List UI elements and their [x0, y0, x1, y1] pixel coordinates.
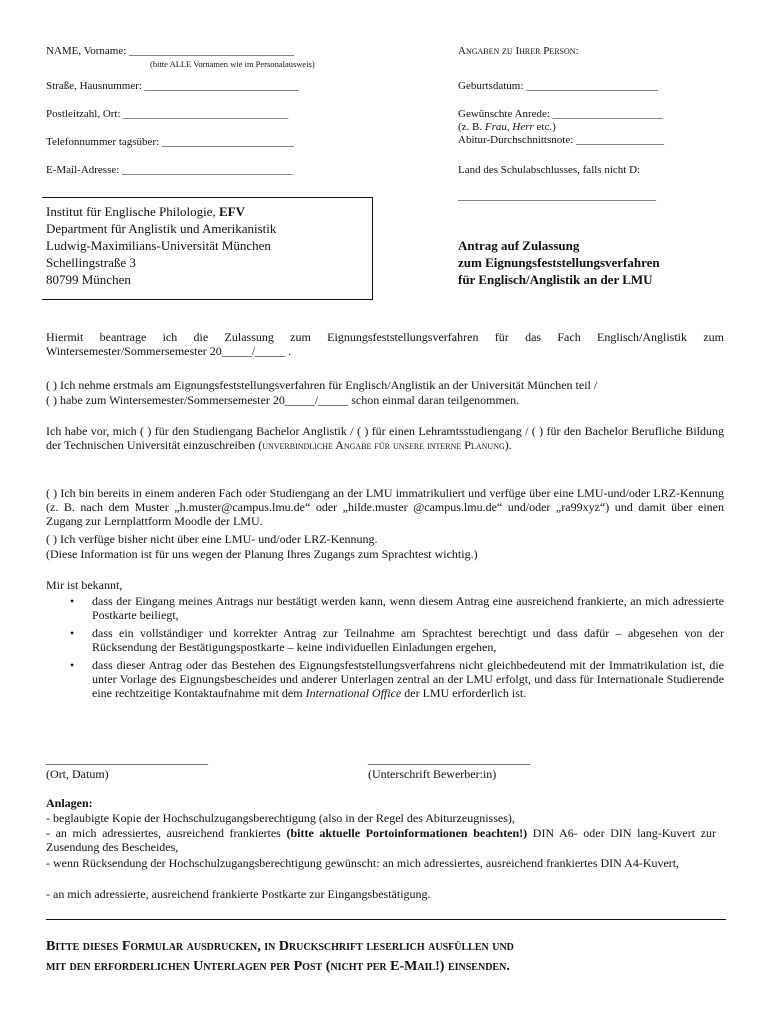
address-line-5: 80799 München: [46, 272, 131, 287]
title-line-2: zum Eignungsfeststellungsverfahren: [458, 255, 660, 270]
title-line-3: für Englisch/Anglistik an der LMU: [458, 272, 653, 287]
name-field[interactable]: NAME, Vorname: ______________________________: [46, 45, 295, 57]
footer-divider: [46, 919, 726, 920]
no-lmu-account-option[interactable]: ( ) Ich verfüge bisher nicht über eine LMU- und/oder LRZ-Kennung.: [46, 532, 378, 546]
birthdate-field[interactable]: Geburtsdatum: ________________________: [458, 80, 659, 92]
bullet-2: •: [70, 626, 75, 640]
international-office: International Office: [305, 686, 402, 700]
salutation-hint-pre: (z. B.: [458, 121, 485, 133]
signature-field[interactable]: ___________________________: [368, 752, 530, 766]
planning-note: (unverbindliche Angabe für unsere interne Planung).: [258, 438, 512, 452]
account-info-note: (Diese Information ist für uns wegen der Planung Ihres Zugangs zum Sprachtest wichtig.): [46, 547, 478, 561]
address-efv: EFV: [218, 204, 245, 219]
b3-main: dass dieser Antrag oder das Bestehen des Eignungsfeststellungsverfahrens nicht gleichbedeutend mit der Immatrikulation ist, die unter Vorlage des Eignungsbescheides und anderer Unterlagen zentral an der LMU erfolgt, und dass für Internationale Studierende eine rechtzeitige Kontaktaufnahme mit dem: [92, 658, 724, 700]
attachments-heading: Anlagen:: [46, 796, 93, 810]
salutation-comma: ,: [506, 121, 513, 133]
attachment-2: [46, 826, 716, 854]
lmu-account-option[interactable]: ( ) Ich bin bereits in einem anderen Fach oder Studiengang an der LMU immatrikuliert und verfüge über eine LMU-und/oder LRZ-Kennung (z. B. nach dem Muster „h.muster@campus.lmu.de“ oder „hilde.muster @campus.lmu.de“ und/oder „ra99xyz“) und damit über einen Zugang zur Lernplattform Moodle der LMU.: [46, 486, 724, 528]
name-hint: (bitte ALLE Vornamen wie im Personalausweis): [150, 59, 315, 69]
footer-line-1: Bitte dieses Formular ausdrucken, in Druckschrift leserlich ausfüllen und: [46, 939, 514, 954]
email-field[interactable]: E-Mail-Adresse: _______________________________: [46, 164, 293, 176]
address-line-1: [46, 204, 245, 220]
title-line-1: Antrag auf Zulassung: [458, 238, 580, 253]
repeat-option[interactable]: ( ) habe zum Wintersemester/Sommersemester 20_____/_____ schon einmal daran teilgenommen.: [46, 393, 520, 407]
abitur-grade-field[interactable]: Abitur-Durchschnittsnote: ________________: [458, 134, 665, 146]
b3-end: der LMU erforderlich ist.: [401, 686, 527, 700]
first-time-option[interactable]: ( ) Ich nehme erstmals am Eignungsfeststellungsverfahren für Englisch/Anglistik an der Universität München teil /: [46, 378, 598, 392]
signature-label: (Unterschrift Bewerber:in): [368, 767, 497, 781]
attachment-2-post: DIN A6- oder DIN lang-Kuvert zur Zusendung des Bescheides,: [46, 826, 717, 854]
address-line-3: Ludwig-Maximilians-Universität München: [46, 238, 271, 253]
footer-line-2: mit den erforderlichen Unterlagen per Post (nicht per E-Mail!) einsenden.: [46, 959, 510, 974]
salutation-frau: Frau: [484, 121, 507, 133]
school-country-label: Land des Schulabschlusses, falls nicht D:: [458, 164, 641, 176]
salutation-hint-post: etc.): [533, 121, 556, 133]
attachment-3: - wenn Rücksendung der Hochschulzugangsberechtigung gewünscht: an mich adressiertes, ausreichend frankiertes DIN A4-Kuvert,: [46, 856, 680, 870]
place-date-field[interactable]: ___________________________: [46, 752, 208, 766]
street-field[interactable]: Straße, Hausnummer: ____________________________: [46, 80, 299, 92]
study-program-text: Ich habe vor, mich ( ) für den Studiengang Bachelor Anglistik / ( ) für einen Lehramtsstudiengang / ( ) für den Bachelor Berufliche Bildung der Technischen Universität einzuschreiben: [46, 424, 724, 452]
salutation-field[interactable]: Gewünschte Anrede: ____________________: [458, 108, 663, 120]
known-intro: Mir ist bekannt,: [46, 578, 123, 592]
angaben-heading: Angaben zu Ihrer Person:: [458, 45, 579, 57]
attachment-4: - an mich adressierte, ausreichend frankierte Postkarte zur Eingangsbestätigung.: [46, 887, 431, 901]
attachment-2-pre: - an mich adressiertes, ausreichend frankiertes: [46, 826, 287, 840]
attachment-1: - beglaubigte Kopie der Hochschulzugangsberechtigung (also in der Regel des Abiturzeugnisses),: [46, 811, 515, 825]
address-institute: Institut für Englische Philologie,: [46, 204, 219, 219]
application-paragraph: Hiermit beantrage ich die Zulassung zum Eignungsfeststellungsverfahren für das Fach Englisch/Anglistik zum Wintersemester/Sommersemester 20_____/_____ .: [46, 330, 724, 358]
study-program-paragraph: [46, 424, 724, 452]
zip-city-field[interactable]: Postleitzahl, Ort: ______________________________: [46, 108, 289, 120]
phone-field[interactable]: Telefonnummer tagsüber: ________________________: [46, 136, 294, 148]
attachment-2-bold: (bitte aktuelle Portoinformationen beachten!): [286, 826, 528, 840]
school-country-field[interactable]: ____________________________________: [458, 190, 656, 202]
salutation-hint: [458, 121, 556, 134]
salutation-herr: Herr: [512, 121, 534, 133]
bullet-1: •: [70, 594, 75, 608]
address-line-4: Schellingstraße 3: [46, 255, 136, 270]
place-date-label: (Ort, Datum): [46, 767, 109, 781]
list-item-text: dass der Eingang meines Antrags nur bestätigt werden kann, wenn diesem Antrag eine ausreichend frankierte, an mich adressierte Postkarte beiliegt,: [92, 594, 724, 622]
bullet-3: •: [70, 658, 75, 672]
list-item-text: dass ein vollständiger und korrekter Antrag zur Teilnahme am Sprachtest berechtigt und dass dafür – abgesehen von der Rücksendung der Bestätigungspostkarte – keine individuellen Einladungen ergehen,: [92, 626, 724, 654]
address-line-2: Department für Anglistik und Amerikanistik: [46, 221, 277, 236]
list-item-text: [92, 658, 724, 700]
